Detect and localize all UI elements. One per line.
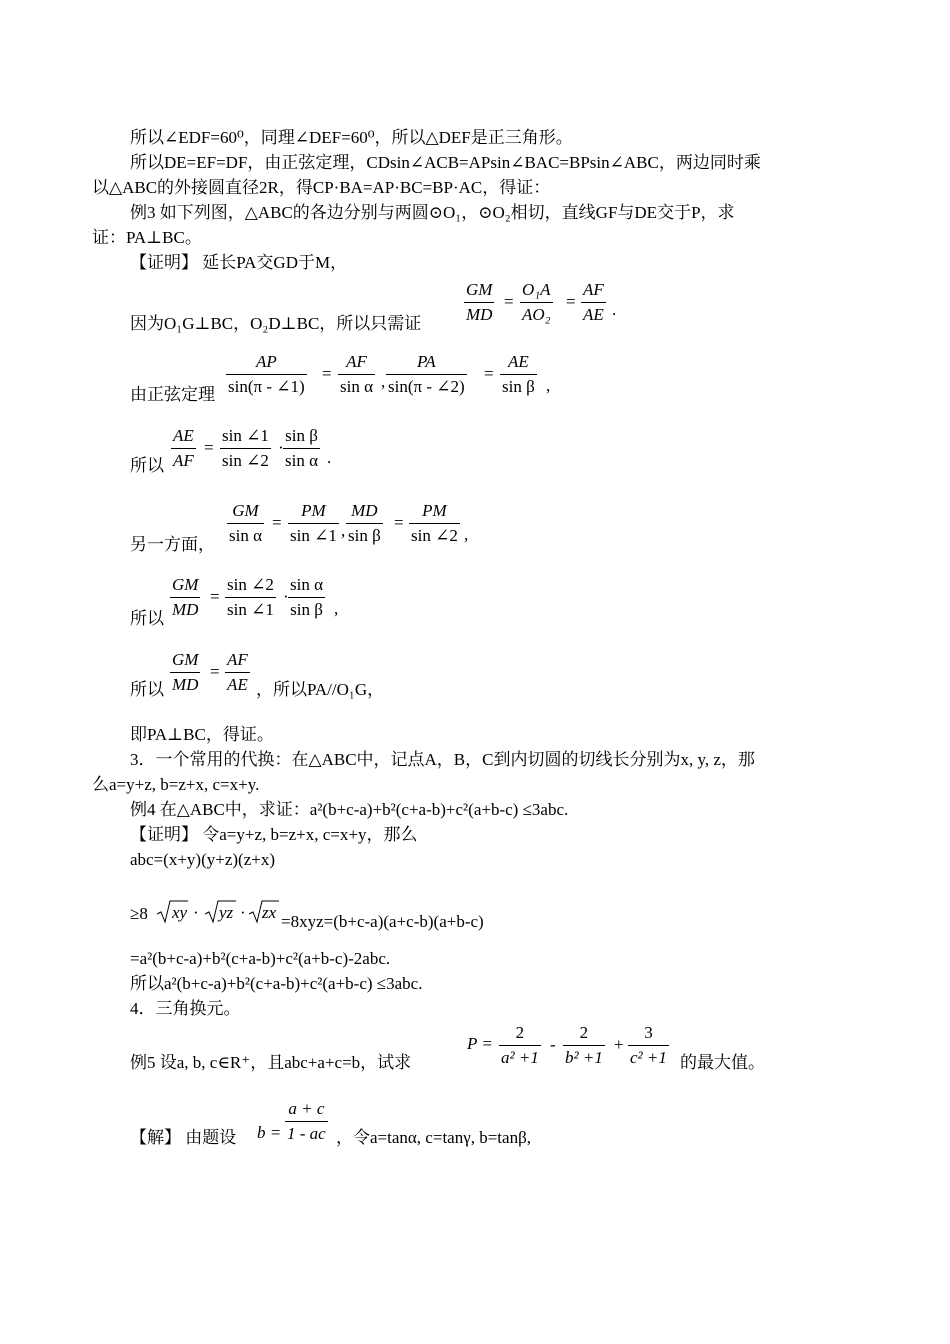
text-line: ，所以PA//O₁G， xyxy=(256,680,385,699)
fraction: $\frac{MD}{\text{sin β}}$ xyxy=(348,501,381,545)
equals: = xyxy=(204,438,214,457)
radicand: yz xyxy=(219,903,234,922)
equals: = xyxy=(504,292,514,311)
text-line: 4．三角换元。 xyxy=(130,999,241,1018)
fraction: $\frac{AE}{\text{sin β}}$ xyxy=(502,352,535,396)
equals: = xyxy=(210,662,220,681)
text-line: 3．一个常用的代换：在△ABC中，记点A，B，C到内切圆的切线长分别为x, y, z，那 xyxy=(130,750,755,769)
minus: - xyxy=(550,1035,556,1054)
fraction: $\frac{PA}{\sin(\pi - \angle 2)}$ xyxy=(388,352,465,396)
comma: , xyxy=(334,599,339,618)
fraction: $\frac{2}{\text{a² +1}}$ xyxy=(501,1023,539,1067)
dot: · xyxy=(283,587,289,606)
text-line: 由正弦定理 xyxy=(130,385,215,404)
fraction: $\frac{GM}{\text{sin α}}$ xyxy=(229,501,262,545)
fraction: $\frac{GM}{MD}$ xyxy=(172,650,199,694)
dot: · xyxy=(240,903,246,922)
text-line: ≥8 xyxy=(130,904,148,923)
fraction: $\frac{AP}{\sin(\pi - \angle 1)}$ xyxy=(228,352,305,396)
text-line: abc=(x+y)(y+z)(z+x) xyxy=(130,850,275,869)
text-line: 的最大值。 xyxy=(680,1053,765,1072)
equals: = xyxy=(322,364,332,383)
plus: + xyxy=(614,1035,624,1054)
text-line: 以△ABC的外接圆直径2R，得CP·BA=AP·BC=BP·AC，得证： xyxy=(92,178,551,197)
text-line: ，令a=tanα, c=tanγ, b=tanβ, xyxy=(336,1128,531,1147)
radicand: zx xyxy=(262,903,277,922)
variable-p: P = xyxy=(467,1034,493,1053)
fraction: $\frac{\sin \angle 1}{\sin \angle 2}$ xyxy=(222,426,269,470)
text-line: 所以DE=EF=DF，由正弦定理，CDsin∠ACB=APsin∠BAC=BPsin∠ABC，两边同时乘 xyxy=(130,153,761,172)
equals: = xyxy=(210,587,220,606)
text-line: 所以 xyxy=(130,456,164,475)
text-line: 另一方面， xyxy=(130,535,215,554)
text-line: 所以a²(b+c-a)+b²(c+a-b)+c²(a+b-c) ≤3abc. xyxy=(130,974,423,993)
comma: , xyxy=(546,376,551,395)
dot: · xyxy=(278,438,284,457)
period: . xyxy=(612,300,617,319)
text-line: 例5 设a, b, c∈R⁺，且abc+a+c=b，试求 xyxy=(130,1053,412,1072)
fraction: $\frac{\text{O₁A}}{\text{AO₂}}$ xyxy=(522,280,551,324)
period: . xyxy=(327,448,332,467)
text-line: 因为O₁G⊥BC，O₂D⊥BC，所以只需证 xyxy=(130,314,422,333)
fraction: $\frac{AF}{AE}$ xyxy=(583,280,604,324)
fraction: $\frac{PM}{\sin \angle 2}$ xyxy=(411,501,458,545)
fraction: $\frac{2}{\text{b² +1}}$ xyxy=(565,1023,603,1067)
radicand: xy xyxy=(172,903,188,922)
fraction: $\frac{a + c}{1 - ac}$ xyxy=(287,1099,326,1143)
text-line: 例3 如下列图，△ABC的各边分别与两圆⊙O₁，⊙O₂相切，直线GF与DE交于P，求 xyxy=(130,203,735,222)
text-line: 【解】 由题设 xyxy=(130,1128,237,1147)
text-line: =8xyz=(b+c-a)(a+c-b)(a+b-c) xyxy=(281,912,484,931)
text-line: 【证明】 延长PA交GD于M， xyxy=(130,253,348,272)
text-line: =a²(b+c-a)+b²(c+a-b)+c²(a+b-c)-2abc. xyxy=(130,949,391,968)
text-line: 么a=y+z, b=z+x, c=x+y. xyxy=(92,775,260,794)
fraction: $\frac{GM}{MD}$ xyxy=(466,280,493,324)
fraction: $\frac{\sin \angle 2}{\sin \angle 1}$ xyxy=(227,575,274,619)
comma: , xyxy=(381,372,386,391)
comma: , xyxy=(464,525,469,544)
equals: = xyxy=(394,513,404,532)
text-line: 例4 在△ABC中，求证：a²(b+c-a)+b²(c+a-b)+c²(a+b-c) ≤3abc. xyxy=(130,800,569,819)
equals: = xyxy=(566,292,576,311)
equals: = xyxy=(484,364,494,383)
text-line: 即PA⊥BC，得证。 xyxy=(130,725,274,744)
fraction: $\frac{\text{sin β}}{\text{sin α}}$ xyxy=(285,426,318,470)
fraction: $\frac{PM}{\sin \angle 1}$ xyxy=(290,501,337,545)
text-line: 所以 xyxy=(130,609,164,628)
text-line: 证：PA⊥BC。 xyxy=(92,228,202,247)
fraction: $\frac{\text{sin α}}{\text{sin β}}$ xyxy=(290,575,323,619)
text-line: 所以∠EDF=60⁰，同理∠DEF=60⁰，所以△DEF是正三角形。 xyxy=(130,128,573,147)
fraction: $\frac{3}{\text{c² +1}}$ xyxy=(630,1023,667,1067)
fraction: $\frac{AF}{AE}$ xyxy=(227,650,248,694)
fraction: $\frac{AF}{\text{sin α}}$ xyxy=(340,352,373,396)
variable-b: b = xyxy=(257,1123,282,1142)
text-line: 【证明】 令a=y+z, b=z+x, c=x+y，那么 xyxy=(130,825,418,844)
comma: , xyxy=(341,521,346,540)
text-line: 所以 xyxy=(130,680,164,699)
fraction: $\frac{GM}{MD}$ xyxy=(172,575,199,619)
dot: · xyxy=(193,903,199,922)
fraction: $\frac{AE}{AF}$ xyxy=(173,426,194,470)
equals: = xyxy=(272,513,282,532)
